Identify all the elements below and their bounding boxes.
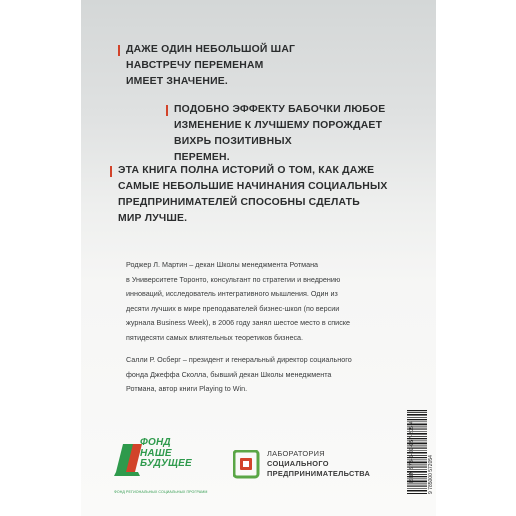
fond-logo-name [140,438,192,470]
quote-accent-bar [110,166,112,177]
fond-logo-name-line: ФОНД [140,437,171,448]
quote-3-line-4: МИР ЛУЧШЕ. [118,213,188,224]
laboratory-logo [233,449,383,485]
quote-2-line-1: ПОДОБНО ЭФФЕКТУ БАБОЧКИ ЛЮБОЕ [174,104,386,115]
bio-line: десяти лучших в мире преподавателей бизнес-школ (по версии [126,303,340,313]
laboratory-logo-name [267,449,370,479]
barcode-digits: 9 785000 572054 [428,455,434,494]
bio-line: Ротмана, автор книги Playing to Win. [126,384,248,393]
bio-line: Роджер Л. Мартин – декан Школы менеджмента Ротмана [126,260,319,269]
quote-2 [174,102,385,166]
book-back-cover [81,0,436,516]
quote-1-line-3: ИМЕЕТ ЗНАЧЕНИЕ. [126,76,228,87]
fond-logo-subtitle: ФОНД РЕГИОНАЛЬНЫХ СОЦИАЛЬНЫХ ПРОГРАММ [114,490,208,494]
quote-accent-bar [166,105,168,116]
laboratory-square-logo-icon [233,450,261,480]
quote-2-line-2: ИЗМЕНЕНИЕ К ЛУЧШЕМУ ПОРОЖДАЕТ [174,120,383,131]
laboratory-logo-name-line: ПРЕДПРИНИМАТЕЛЬСТВА [267,469,371,478]
bio-line: пятидесяти самых влиятельных теоретиков бизнеса. [126,332,304,342]
bio-line: Салли Р. Осберг – президент и генеральный директор социального [126,355,352,364]
quote-3 [118,163,388,227]
bio-line: инноваций, исследователь интегративного мышления. Один из [126,289,338,298]
quote-accent-bar [118,45,120,56]
bio-line: журнала Business Week), в 2006 году занял шестое место в списке [126,318,351,327]
fond-logo-name-line: НАШЕ [140,447,172,459]
author-bio-osberg [126,353,352,397]
laboratory-logo-name-line: ЛАБОРАТОРИЯ [267,449,325,458]
isbn-barcode [399,408,434,496]
quote-3-line-1: ЭТА КНИГА ПОЛНА ИСТОРИЙ О ТОМ, КАК ДАЖЕ [118,165,375,176]
fond-logo-name-line: БУДУЩЕЕ [140,458,192,469]
quote-1 [126,42,295,90]
quote-3-line-3: ПРЕДПРИНИМАТЕЛЕЙ СПОСОБНЫ СДЕЛАТЬ [118,197,360,208]
bio-line: в Университете Торонто, консультант по стратегии и внедрению [126,274,341,284]
quote-2-line-4: ПЕРЕМЕН. [174,152,230,163]
laboratory-logo-name-line: СОЦИАЛЬНОГО [267,459,329,468]
quote-3-line-2: САМЫЕ НЕБОЛЬШИЕ НАЧИНАНИЯ СОЦИАЛЬНЫХ [118,181,388,192]
author-bio-martin [126,258,350,345]
quote-1-line-2: НАВСТРЕЧУ ПЕРЕМЕНАМ [126,60,264,71]
quote-2-line-3: ВИХРЬ ПОЗИТИВНЫХ [174,136,292,147]
fond-nashe-budushchee-logo [114,438,226,498]
bio-line: фонда Джеффа Сколла, бывший декан Школы менеджмента [126,369,332,379]
quote-1-line-1: ДАЖЕ ОДИН НЕБОЛЬШОЙ ШАГ [126,44,296,55]
